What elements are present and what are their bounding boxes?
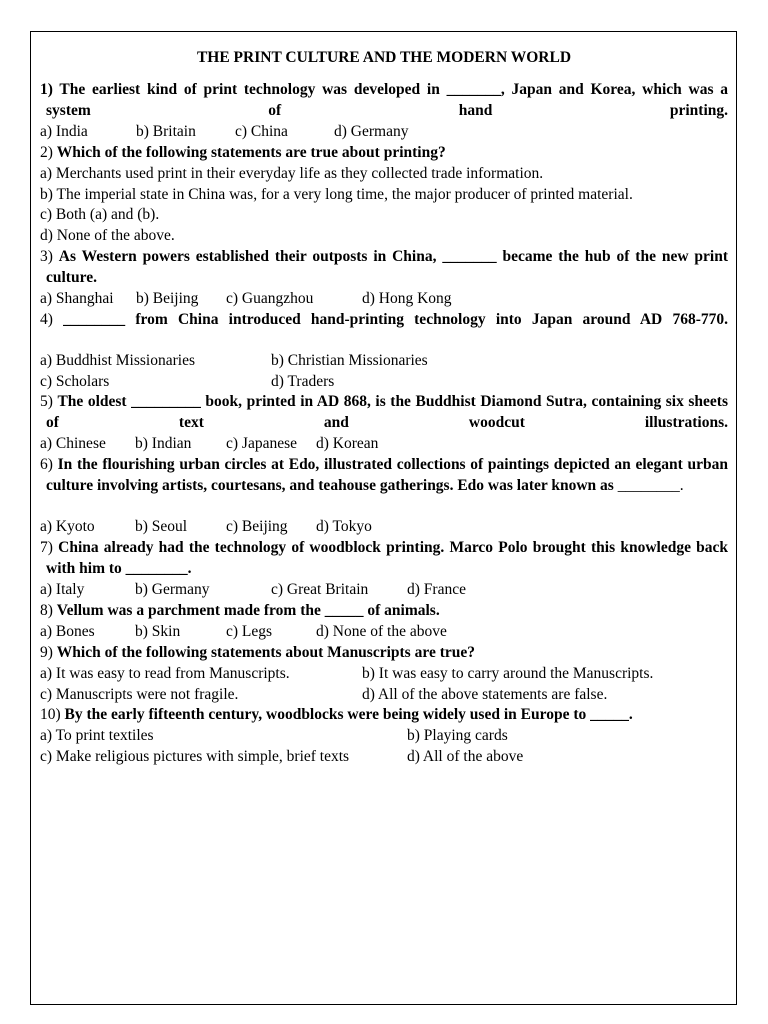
option[interactable]: a) Chinese — [40, 435, 106, 452]
option[interactable]: c) Great Britain — [271, 581, 369, 598]
option[interactable]: d) France — [407, 581, 466, 598]
option[interactable]: a) To print textiles — [40, 726, 154, 744]
question-7-options — [40, 580, 728, 601]
option[interactable]: a) Buddhist Missionaries — [40, 352, 195, 369]
option[interactable]: b) Indian — [135, 435, 192, 452]
option[interactable]: b) Seoul — [135, 518, 188, 535]
question-5-options — [40, 434, 728, 455]
question-stem: 4) ________ from China introduced hand-printing technology into Japan around AD 768-770. — [40, 311, 728, 328]
question-9 — [40, 643, 728, 705]
question-1-options — [40, 122, 728, 143]
option[interactable]: a) Shanghai — [40, 290, 114, 307]
option[interactable]: a) Kyoto — [40, 518, 95, 535]
option[interactable]: c) Beijing — [226, 518, 288, 535]
option[interactable]: a) Merchants used print in their everyday life as they collected trade information. — [40, 164, 544, 182]
option[interactable]: d) None of the above — [316, 622, 447, 640]
option[interactable]: b) The imperial state in China was, for a very long time, the major producer of printed material. — [40, 185, 633, 203]
question-3-options — [40, 289, 728, 310]
option[interactable]: d) All of the above statements are false. — [362, 685, 608, 703]
option[interactable]: a) It was easy to read from Manuscripts. — [40, 664, 290, 682]
question-2 — [40, 143, 728, 247]
option[interactable]: b) It was easy to carry around the Manuscripts. — [362, 664, 654, 682]
question-stem: 10) By the early fifteenth century, woodblocks were being widely used in Europe to _____. — [40, 706, 633, 723]
option[interactable]: b) Christian Missionaries — [271, 352, 428, 369]
question-stem: 2) Which of the following statements are true about printing? — [40, 144, 446, 161]
option[interactable]: d) Traders — [271, 372, 335, 390]
option[interactable]: d) Hong Kong — [362, 290, 452, 307]
question-stem: 3) As Western powers established their outposts in China, _______ became the hub of the new print culture. — [40, 248, 728, 286]
question-stem: 7) China already had the technology of woodblock printing. Marco Polo brought this knowledge back with him to ________. — [40, 539, 729, 577]
option[interactable]: c) Japanese — [226, 435, 297, 452]
option[interactable]: d) Tokyo — [316, 518, 372, 535]
option[interactable]: c) Make religious pictures with simple, brief texts — [40, 747, 350, 765]
option[interactable]: b) Playing cards — [407, 726, 508, 744]
option[interactable]: c) Legs — [226, 622, 273, 640]
question-8 — [40, 601, 728, 643]
option[interactable]: a) Bones — [40, 622, 95, 640]
option[interactable]: c) China — [235, 123, 288, 140]
question-stem: 1) The earliest kind of print technology was developed in _______, Japan and Korea, which was a system of hand printing. — [40, 81, 728, 119]
option[interactable]: a) Italy — [40, 581, 85, 598]
question-4 — [40, 310, 728, 352]
question-stem: 8) Vellum was a parchment made from the _____ of animals. — [40, 602, 440, 619]
option[interactable]: d) Korean — [316, 435, 379, 452]
option[interactable]: b) Beijing — [136, 290, 199, 307]
question-stem: 6) In the flourishing urban circles at Edo, illustrated collections of paintings depicted an elegant urban culture involving artists, courtesans, and teahouse gatherings. Edo was later known as ________. — [40, 456, 728, 494]
question-4-options — [40, 351, 728, 393]
option[interactable]: c) Both (a) and (b). — [40, 206, 160, 224]
option[interactable]: c) Scholars — [40, 372, 110, 390]
question-6-options — [40, 517, 728, 538]
question-6 — [40, 455, 728, 497]
option[interactable]: d) None of the above. — [40, 227, 175, 245]
option[interactable]: b) Germany — [135, 581, 210, 598]
question-7 — [40, 538, 728, 580]
question-stem: 5) The oldest _________ book, printed in AD 868, is the Buddhist Diamond Sutra, containing six sheets of text and woodcut illustrations. — [40, 393, 729, 431]
option[interactable]: c) Guangzhou — [226, 290, 314, 307]
option[interactable]: b) Skin — [135, 622, 181, 640]
option[interactable]: c) Manuscripts were not fragile. — [40, 685, 239, 703]
question-10 — [40, 705, 728, 767]
option[interactable]: a) India — [40, 123, 88, 140]
option[interactable]: b) Britain — [136, 123, 196, 140]
question-stem: 9) Which of the following statements about Manuscripts are true? — [40, 644, 475, 661]
page-title: THE PRINT CULTURE AND THE MODERN WORLD — [196, 49, 572, 66]
option[interactable]: d) All of the above — [407, 747, 524, 765]
option[interactable]: d) Germany — [334, 123, 409, 140]
